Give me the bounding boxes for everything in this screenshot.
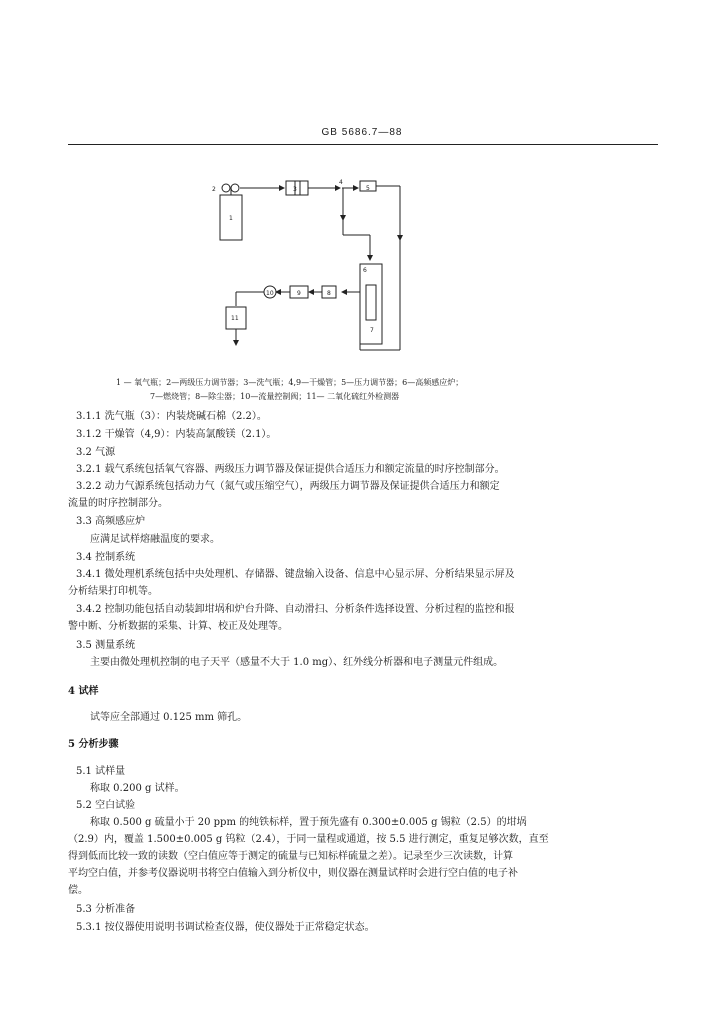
clause-3-2-2-cont: 流量的时序控制部分。 bbox=[68, 498, 168, 509]
clause-3-2-2: 3.2.2 动力气源系统包括动力气（氮气或压缩空气），两级压力调节器及保证提供合适压力和额定 bbox=[76, 481, 500, 492]
clause-3-3-heading: 3.3 高频感应炉 bbox=[76, 516, 146, 527]
label-2: 2 bbox=[212, 186, 216, 193]
label-1: 1 bbox=[229, 215, 233, 222]
clause-5-3-1: 5.3.1 按仪器使用说明书调试检查仪器，使仪器处于正常稳定状态。 bbox=[76, 922, 375, 933]
clause-3-4-1: 3.4.1 微处理机系统包括中央处理机、存储器、键盘输入设备、信息中心显示屏、分析结果显示屏及 bbox=[76, 569, 515, 580]
regulator-gauge-2 bbox=[231, 184, 239, 192]
label-9: 9 bbox=[297, 290, 301, 297]
label-7: 7 bbox=[370, 327, 374, 334]
clause-3-1-1: 3.1.1 洗气瓶（3）：内装烧碱石棉（2.2）。 bbox=[76, 411, 267, 422]
apparatus-diagram bbox=[200, 160, 420, 360]
clause-5-3-heading: 5.3 分析准备 bbox=[76, 904, 136, 915]
clause-5-2-body-4: 平均空白值，并参考仪器说明书将空白值输入到分析仪中，则仪器在测量试样时会进行空白值的电子补 bbox=[68, 868, 518, 879]
clause-5-1-body: 称取 0.200 g 试样。 bbox=[90, 783, 185, 794]
clause-5-2-body-1: 称取 0.500 g 硫量小于 20 ppm 的纯铁标样，置于预先盛有 0.300±0.005 g 锡粒（2.5）的坩埚 bbox=[90, 817, 527, 828]
clause-3-5-heading: 3.5 测量系统 bbox=[76, 640, 136, 651]
section-5-heading: 5 分析步骤 bbox=[68, 739, 119, 750]
clause-3-2-1: 3.2.1 载气系统包括氧气容器、两级压力调节器及保证提供合适压力和额定流量的时序控制部分。 bbox=[76, 464, 505, 475]
clause-3-2-heading: 3.2 气源 bbox=[76, 447, 116, 458]
combustion-tube bbox=[366, 285, 376, 320]
clause-3-4-1-cont: 分析结果打印机等。 bbox=[68, 586, 158, 597]
page-header: GB 5686.7—88 bbox=[321, 127, 403, 138]
label-4: 4 bbox=[339, 179, 343, 186]
clause-3-4-2: 3.4.2 控制功能包括自动装卸坩埚和炉台升降、自动滑扫、分析条件选择设置、分析过程的监控和报 bbox=[76, 604, 515, 615]
section-4-body: 试等应全部通过 0.125 mm 筛孔。 bbox=[90, 712, 248, 723]
figure-caption-line-1: 1 — 氧气瓶；2—两级压力调节器；3—洗气瓶；4,9—干燥管；5—压力调节器；6—高频感应炉； bbox=[116, 378, 464, 387]
clause-5-2-heading: 5.2 空白试验 bbox=[76, 800, 136, 811]
header-rule bbox=[68, 144, 658, 145]
clause-3-1-2: 3.1.2 干燥管（4,9）：内装高氯酸镁（2.1）。 bbox=[76, 429, 277, 440]
label-3: 3 bbox=[293, 186, 297, 193]
clause-3-5-body: 主要由微处理机控制的电子天平（感量不大于 1.0 mg）、红外线分析器和电子测量元件组成。 bbox=[90, 657, 504, 668]
clause-5-2-body-2: （2.9）内，覆盖 1.500±0.005 g 钨粒（2.4），于同一量程或通道，按 5.5 进行测定，重复足够次数，直至 bbox=[68, 834, 549, 845]
label-5: 5 bbox=[366, 185, 370, 192]
clause-3-3-body: 应满足试样熔融温度的要求。 bbox=[90, 534, 220, 545]
clause-5-2-body-5: 偿。 bbox=[68, 885, 88, 896]
clause-5-2-body-3: 得到低而比较一致的读数（空白值应等于测定的硫量与已知标样硫量之差）。记录至少三次读数，计算 bbox=[68, 851, 513, 862]
label-8: 8 bbox=[327, 290, 331, 297]
clause-3-4-2-cont: 警中断、分析数据的采集、计算、校正及处理等。 bbox=[68, 621, 288, 632]
label-11: 11 bbox=[231, 315, 239, 322]
regulator-gauge-1 bbox=[222, 184, 230, 192]
section-4-heading: 4 试样 bbox=[68, 686, 99, 697]
clause-5-1-heading: 5.1 试样量 bbox=[76, 766, 126, 777]
label-6: 6 bbox=[363, 267, 367, 274]
clause-3-4-heading: 3.4 控制系统 bbox=[76, 552, 136, 563]
gas-washing-bottle bbox=[286, 181, 308, 195]
figure-caption-line-2: 7—燃烧管；8—除尘器；10—流量控制阀；11— 二氧化硫红外检测器 bbox=[150, 392, 400, 401]
label-10: 10 bbox=[266, 290, 274, 297]
